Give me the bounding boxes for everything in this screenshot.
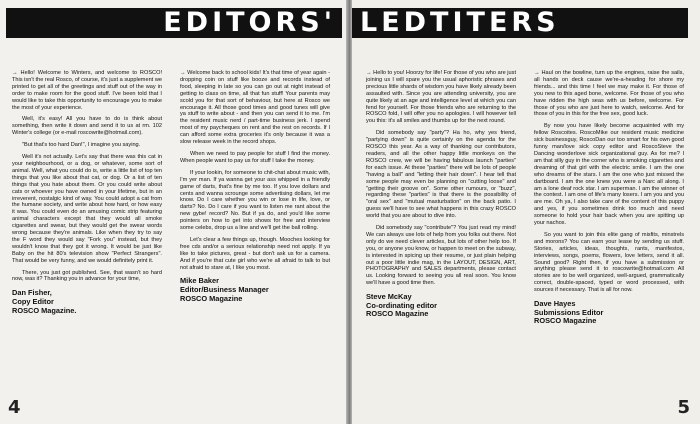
signature-role: Editor/Business Manager (180, 285, 269, 295)
body-paragraph: So you want to join this elite gang of misfits, minstrels and morons? You can earn your lease by sending us stuff. Stories, articles, ideas, thoughts, rants, manifestos, interviews, songs, poems, flowers, love letters, send it all. Sound good? Right then, if you have a submission or anything please send it to roscowrite@hotmail.com All stories are to be well organized, well-argued, grammatically correct, double-spaced, typed or word processed, with sources if necessary. That is all for now. (534, 231, 684, 294)
left-column-dan (12, 70, 162, 315)
signature-magazine: ROSCO Magazine (366, 309, 429, 319)
right-column-dave (534, 70, 684, 326)
signature-name: Mike Baker (180, 276, 220, 286)
body-paragraph: → Hello! Welcome to Winters, and welcome to ROSCO! This isn't the real Rosco, of course, it's just a supplement we printed to get all of the greetings and stuff out of the way in order to make room for the good stuff. I've been told that I would like to take this opportunity to encourage you to make the most of your experience. (12, 70, 162, 111)
left-page (0, 0, 348, 424)
left-column-mike (180, 70, 330, 303)
body-paragraph: There, you just got published. See, that wasn't so hard now, was it? Thanking you in advance for your time, (12, 269, 162, 283)
body-paragraph: If your lookin, for someone to chit-chat about music with, I'm yer man. If ya wanna get your ass whipped in a friendly game of darts, that's fine by me too. If you love dollars and cents and wanna scrounge some advertising dollars, let me know. Do I care whether you win or lose in life, love, or darts? No. Do I care if you want to listen me rant about the new gybe! record? No. But if ya do, and you'd like some pointers on how to get into shows for free and interview some celebs, drop us a line and we'll get the ball rolling. (180, 169, 330, 232)
page-banner-left: EDITORS' (6, 8, 342, 38)
body-paragraph: "But that's too hard Dan!", I imagine you saying. (22, 142, 141, 149)
page-number-left: 4 (8, 397, 21, 418)
signature-name: Steve McKay (366, 292, 412, 302)
body-paragraph: Did somebody say "contribute"? You just read my mind! We can always use lots of help from you folks out there. Not only do we need clever articles, but lots of other help too. If you, or anyone you know, or happen to meet on the subway, is interested in spicing up their resume, or just plain helping out a poor little indie mag, in the LAYOUT, DESIGN, ART, PHOTOGRAPHY and SALES departments, please contact us. Looking forward to seeing you all real soon. You know we'll have a good time then. (366, 225, 516, 287)
right-page (352, 0, 700, 424)
body-paragraph: → Hello to you! Hoorzy for life! For those of you who are just joining us I will spare you the usual aphoristic phrases and precious little shards of wisdom you have likely already been assaulted with. Since you are attending university, you are quite likely at an age and intelligence level at which you can fend for yourself. For those friends who are returning to the ROSCO fold, I will offer you no apologies. I will however tell you this: it's all smiles and thumbs up for the next round. (366, 70, 516, 125)
body-paragraph: → Welcome back to school kids! It's that time of year again - dropping coin on stuff like booze and records instead of food, sleeping in late so you can go out at night instead of getting to class on time, all that fun stuff! Your parents may scold you for that sort of behaviour, but here at Rosco we encourage it. All those good times and good tunes will give ya stuff to write about - and then you can send it to me. I'm the resident music nerd / part-time business jerk. I spend most of my paycheques on rent and the rest on records. If I can afford some extra groceries it's only because it was a slow release week in the record shops. (180, 70, 330, 146)
signature-role: Co-ordinating editor (366, 300, 438, 310)
page-number-right: 5 (677, 397, 690, 418)
page-banner-right: LEDTITERS (352, 8, 688, 38)
signature-role: Submissions Editor (534, 307, 604, 317)
signature-steve (366, 293, 516, 319)
body-paragraph: When we need to pay people for stuff I find the money. When people want to pay us for stuff I take the money. (180, 150, 330, 164)
signature-name: Dan Fisher, (12, 288, 52, 298)
body-paragraph: Well it's not actually. Let's say that there was this cat in your neighbourhood, or a dog, or whatever, some sort of animal. Well, what you could do is, write a little list of top ten things that you like about that cat, or dog. Or a list of ten things that you hate about them. Or you could write about cats or whoever you have owned in your lifetime, but in an irreverent, nostalgic kind of way. You could adopt a cat from the humane society, and write about how hard, or how easy it was. You could even do an amusing comic strip featuring animal characters except that they would all smoke cigarettes and swear, but they would get the swear words wrong because they're animals. Like when they try to say the F word they would say "Fork you" instead, but they wouldn't know that they got it wrong. It would be just like Baby on the hit 80's television show "Perfect Strangers". That would be very funny, and we would definitely print it. (12, 154, 162, 264)
right-column-steve (366, 70, 516, 319)
body-paragraph: → Haul on the bowline, turn up the engines, raise the sails, all hands on deck cause we're-a-heading for shore my friends... and this time I feel we may make it. For those of you new to this aged bone, welcome. For those of you who have ridden the high seas with us before, welcome. For those of you who are just here to watch, welcome. And for those of you in this for the free sex, good luck. (534, 70, 684, 118)
signature-mike (180, 277, 330, 303)
signature-role: Copy Editor (12, 296, 54, 306)
signature-dave (534, 300, 684, 326)
signature-magazine: ROSCO Magazine (180, 293, 243, 303)
signature-name: Dave Hayes (534, 299, 576, 309)
signature-dan (12, 289, 162, 315)
body-paragraph: Let's clear a few things up, though. Mooches looking for free cds and/or a serious relationship need not apply. If ya like to take pictures, great - but don't ask us for a camera. And if you're that cute girl who we're all afraid to talk to but not afraid to stare at, I like you most. (180, 236, 330, 271)
signature-magazine: ROSCO Magazine. (12, 305, 77, 315)
body-paragraph: Well, it's easy! All you have to do is think about something, then write it down and send it to us at rm. 102 Winter's college (or e-mail roscowrite@hotmail.com). (12, 116, 162, 137)
signature-magazine: ROSCO Magazine (534, 316, 597, 326)
body-paragraph: By now you have likely become acquainted with my fellow Roscoites. RoscoMike our resident music medicine sick businessguy, RoscoDan our too smart for his own good funny man/love sick copy editor and RoscoSteve the Dancing wonderlove sick organizational guy. As for me? I am that silly guy in the corner who is smoking cigarettes and dreaming of that girl with the electric smile. I am the one who dreams of the stars. I am the one who just missed the dartboard. I am the one knew you were a Narc all along. I am a lone deaf rock star. I am superman. I am the winner of the contest. I am one of life's many losers. I am you and you are me. Oh ya, I also take care of the content of this puppy and yes, if you sometimes drink too much and need someone to hold your hair back when you are spitting up your nachos. (534, 123, 684, 227)
body-paragraph: Did somebody say "party"? Ha ho, why yes friend, "partying down" is quite certainly on the agenda for the ROSCO this year. As a way of thanking our contributors, readers, and all the other happy little monkeys on the ROSCO crew, we will be having fabulous launch "parties" for each issue. At these "parties" there will be lots of people "having a ball" and "letting their hair down". I hear tell that some people may even be planning on "cutting loose" and "getting their groove on". Some other rumours, or "buzz", regarding these "parties" is that there is the possibility of "oral sex" and "mutual masturbation" on the back patio. I guess we'll have to see what happens in this crazy ROSCO world that you are about to dive into. (366, 130, 516, 220)
